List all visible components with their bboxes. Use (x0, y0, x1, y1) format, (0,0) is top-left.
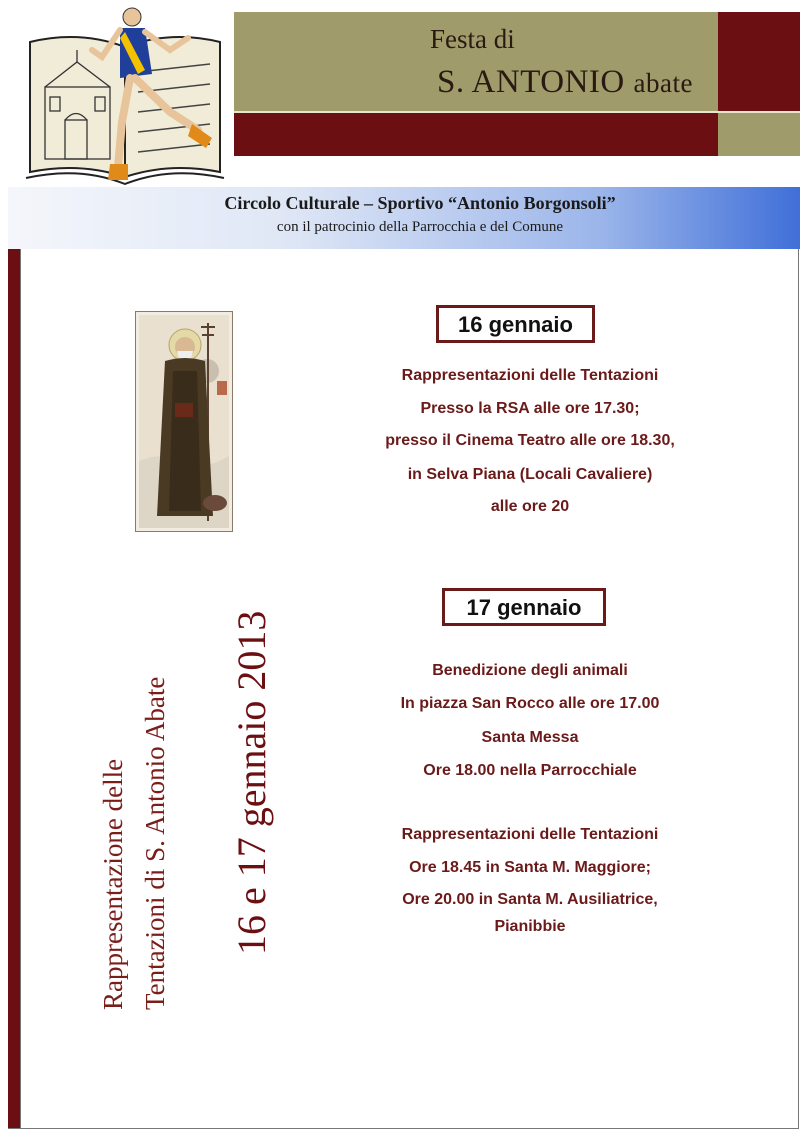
date-box-16: 16 gennaio (436, 305, 595, 343)
left-maroon-stripe (8, 249, 20, 1129)
event-line: Rappresentazioni delle Tentazioni (401, 826, 659, 843)
saint-antonio-image (135, 311, 233, 532)
event-line: Rappresentazioni delle Tentazioni (401, 367, 659, 384)
event-line: Pianibbie (494, 918, 566, 935)
event-line: Ore 18.45 in Santa M. Maggiore; (409, 859, 651, 876)
event-line: presso il Cinema Teatro alle ore 18.30, (385, 432, 675, 449)
header-olive-block (718, 113, 800, 156)
header-maroon-bar (234, 113, 718, 156)
event-line: in Selva Piana (Locali Cavaliere) (407, 466, 653, 483)
title-saint (437, 64, 693, 101)
title-festa: Festa di (430, 24, 515, 54)
event-line: Benedizione degli animali (432, 662, 628, 679)
vertical-dates: 16 e 17 gennaio 2013 (229, 610, 274, 955)
runner-book-logo (20, 2, 230, 188)
event-line: Ore 20.00 in Santa M. Ausiliatrice, (402, 891, 658, 908)
title-saint-main: S. ANTONIO (437, 64, 625, 100)
vertical-title-line2: Tentazioni di S. Antonio Abate (140, 676, 170, 1010)
event-line: In piazza San Rocco alle ore 17.00 (400, 695, 660, 712)
frame-right-line (798, 249, 799, 1129)
vertical-title-line1: Rappresentazione delle (98, 758, 128, 1010)
organizer-name: Circolo Culturale – Sportivo “Antonio Borgonsoli” (224, 193, 616, 213)
date-box-17: 17 gennaio (442, 588, 606, 626)
frame-left-line (20, 249, 21, 1129)
event-line: Santa Messa (481, 729, 579, 746)
event-line: Ore 18.00 nella Parrocchiale (423, 762, 637, 779)
frame-bottom-line (8, 1128, 799, 1129)
event-line: alle ore 20 (490, 498, 570, 515)
header-maroon-block (718, 12, 800, 113)
patronage-line: con il patrocinio della Parrocchia e del Comune (276, 219, 564, 235)
title-saint-abate: abate (633, 68, 693, 98)
event-line: Presso la RSA alle ore 17.30; (420, 400, 640, 417)
